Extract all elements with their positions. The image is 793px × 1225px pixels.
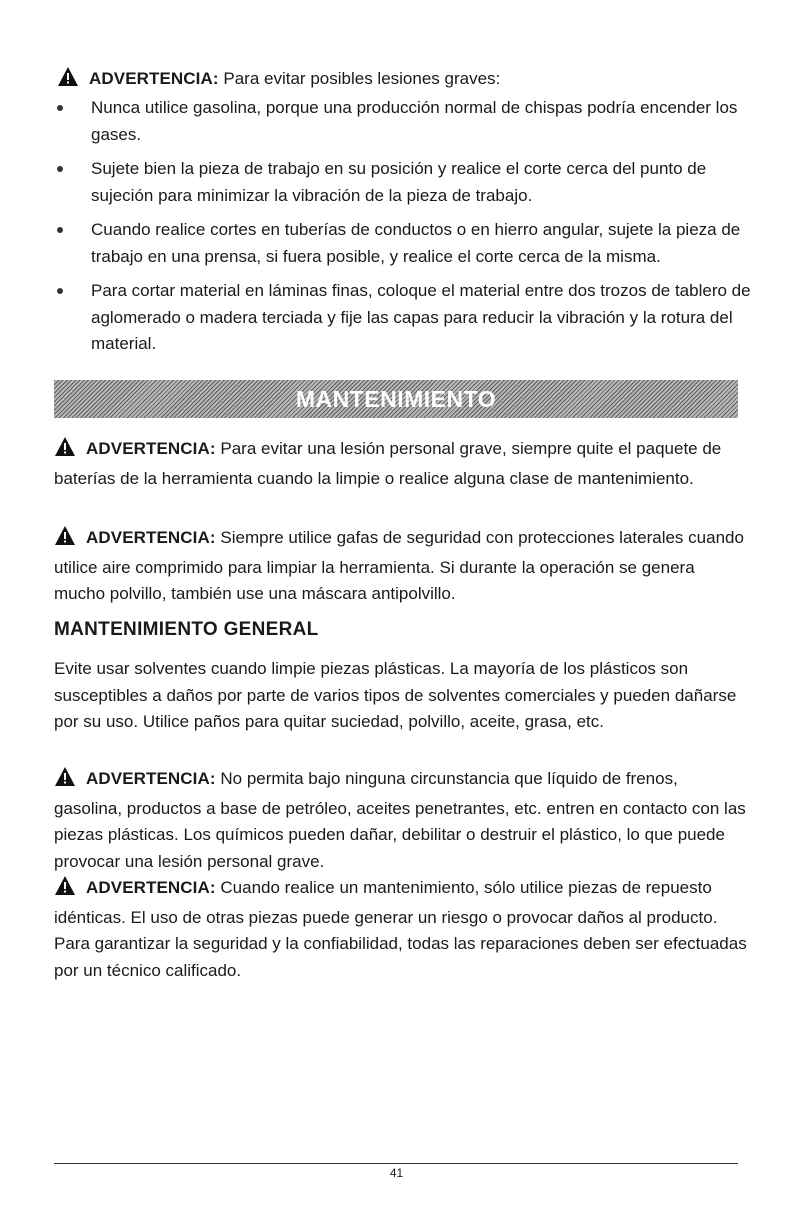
warning-2 <box>54 436 744 492</box>
warning-text: No permita bajo ninguna circunstancia que líquido de frenos, gasolina, productos a base de petróleo, aceites penetrantes, etc. entren en contacto con las piezas plásticas. Los químicos pueden dañar, debilitar o destruir el plástico, lo que puede provocar una lesión personal grave. <box>54 769 746 871</box>
section-banner <box>54 380 738 418</box>
warning-label: ADVERTENCIA: <box>86 528 216 547</box>
warning-3 <box>54 525 744 608</box>
bullet-text: Cuando realice cortes en tuberías de conductos o en hierro angular, sujete la pieza de trabajo en una prensa, si fuera posible, y realice el corte cerca de la misma. <box>91 220 741 266</box>
warning-triangle-icon <box>57 66 87 96</box>
warning-4 <box>54 766 748 875</box>
warning-text: Cuando realice un mantenimiento, sólo utilice piezas de repuesto idénticas. El uso de otras piezas puede generar un riesgo o provocar daños al producto. Para garantizar la seguridad y la confiabilidad, todas las reparaciones deben ser efectuadas por un técnico calificado. <box>54 878 747 980</box>
section-heading: MANTENIMIENTO GENERAL <box>54 619 319 640</box>
warning-text: Para evitar una lesión personal grave, siempre quite el paquete de baterías de la herramienta cuando la limpie o realice alguna clase de mantenimiento. <box>54 439 722 488</box>
warning-label: ADVERTENCIA: <box>86 439 216 458</box>
list-item <box>57 278 757 358</box>
warning-1 <box>57 66 757 96</box>
bullet-text: Nunca utilice gasolina, porque una producción normal de chispas podría encender los gases. <box>91 98 738 144</box>
footer-divider <box>54 1163 738 1164</box>
general-body: Evite usar solventes cuando limpie piezas plásticas. La mayoría de los plásticos son susceptibles a daños por parte de varios tipos de solventes comerciales y pueden dañarse por su uso. Utilice paños para quitar suciedad, polvillo, aceite, grasa, etc. <box>54 659 737 731</box>
bullet-icon <box>57 227 63 233</box>
page-number: 41 <box>389 1166 404 1180</box>
warning-label: ADVERTENCIA: <box>86 769 216 788</box>
bullet-text: Para cortar material en láminas finas, coloque el material entre dos trozos de tablero de aglomerado o madera terciada y fije las capas para reducir la vibración y la rotura del material. <box>91 281 751 353</box>
list-item <box>57 156 757 209</box>
bullet-icon <box>57 288 63 294</box>
warning-label: ADVERTENCIA: <box>86 878 216 897</box>
bullet-icon <box>57 105 63 111</box>
warning-text: Siempre utilice gafas de seguridad con protecciones laterales cuando utilice aire comprimido para limpiar la herramienta. Si durante la operación se genera mucho polvillo, también use una máscara antipolvillo. <box>54 528 744 603</box>
warning-triangle-icon <box>54 436 84 466</box>
warning-triangle-icon <box>54 766 84 796</box>
warning-5 <box>54 875 748 984</box>
list-item <box>57 95 757 148</box>
list-item <box>57 217 757 270</box>
bullet-icon <box>57 166 63 172</box>
warning-triangle-icon <box>54 525 84 555</box>
section-title: MANTENIMIENTO <box>295 385 497 412</box>
bullet-text: Sujete bien la pieza de trabajo en su posición y realice el corte cerca del punto de sujeción para minimizar la vibración de la pieza de trabajo. <box>91 159 707 205</box>
warning-triangle-icon <box>54 875 84 905</box>
bullet-list <box>57 95 757 366</box>
warning-label: ADVERTENCIA: <box>89 69 219 88</box>
warning-text: Para evitar posibles lesiones graves: <box>223 69 501 88</box>
